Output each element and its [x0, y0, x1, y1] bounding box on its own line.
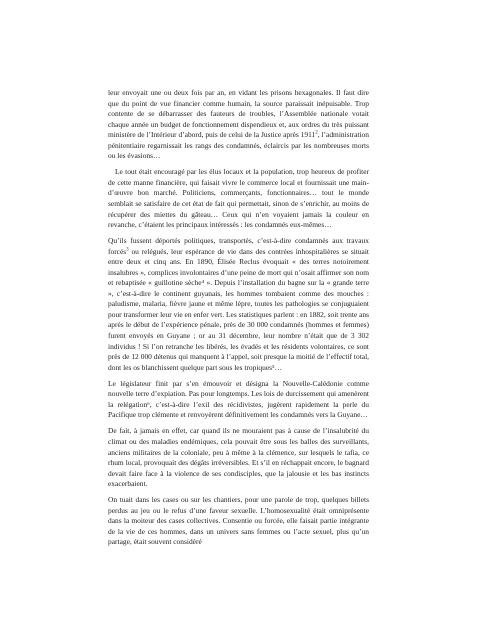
paragraph-text: Le législateur finit par s’en émouvoir et désigna la Nouvelle-Calédonie comme nouvelle terre d’expiation. Pas pour longtemps. Les lois de durcissement qui amenèrent la relégation⁶, c’est-à-dire l’exil des récidivistes, jugèrent rapidement la perle du Pacifique trop clémente et renvoyèrent définitivement les condamnés vers la Guyane…: [108, 378, 369, 420]
footnote-marker: 3: [126, 247, 129, 253]
footnote-marker: 2: [315, 130, 318, 136]
paragraph: [108, 495, 369, 548]
paragraph: [108, 426, 369, 489]
paragraph-text: ou relégués, leur espérance de vie dans des contrées inhospitalières se situait entre deux et cinq ans. En 1890, Élisée Reclus évoquait « des terres notoirement insalubres », complices involontaires d’une peine de mort qui n’osait affirmer son nom et rebaptisée « guillotine sèche⁴ ». Depuis l’installation du bagne sur la « grande terre », c’est-à-dire le continent guyanais, les hommes tombaient comme des mouches : paludisme, malaria, fièvre jaune et même lèpre, toutes les pathologies se conjuguaient pour transformer leur vie en enfer vert. Les statistiques parlent : en 1882, soit trente ans après le début de l’expérience pénale, près de 30 000 condamnés (hommes et femmes) furent envoyés en Guyane ; or au 31 décembre, leur nombre n’était que de 3 302 individus ! Si l’on retranche les libérés, les évadés et les résidents volontaires, ce sont près de 12 000 détenus qui manquent à l’appel, soit presque la moitié de l’effectif total, dont les os blanchissent quelque part sous les tropiques⁵…: [108, 246, 369, 372]
paragraph-text: On tuait dans les cases ou sur les chantiers, pour une parole de trop, quelques billets perdus au jeu ou le refus d’une faveur sexuelle. L’homosexualité était omniprésente dans la moiteur des cases collectives. Consentie ou forcée, elle faisait partie intégrante de la vie de ces hommes, dans un univers sans femmes ou l’acte sexuel, plus qu’un partage, était souvent considéré: [108, 495, 369, 547]
paragraph: [108, 379, 369, 421]
paragraph-text: , l’administration pénitentiaire regarnissait les rangs des condamnés, éclaircis par les nombreuses morts ou les évasions…: [108, 130, 369, 161]
paragraph-text: De fait, à jamais en effet, car quand ils ne mouraient pas à cause de l’insalubrité du climat ou des maladies endémiques, cela pouvait être sous les balles des surveillants, anciens militaires de la coloniale, peu à même à la clémence, sur lesquels le tafia, ce rhum local, provoquait des dégâts irréversibles. Et s’il en réchappait encore, le bagnard devait faire face à la violence de ses condisciples, que la jalousie et les bas instincts exacerbaient.: [108, 426, 369, 489]
paragraph-text: Le tout était encouragé par les élus locaux et la population, trop heureux de profiter de cette manne financière, qui faisait vivre le commerce local et fournissait une main-d’œuvre bon marché. Politiciens, commerçants, fonctionnaires… tout le monde semblait se satisfaire de cet état de fait qui permettait, sinon de s’enrichir, au moins de récupérer des miettes du gâteau… Ceux qui n’en voyaient jamais la couleur en revanche, c’étaient les principaux intéressés : les condamnés eux-mêmes…: [108, 167, 369, 230]
body-text: [108, 88, 369, 553]
paragraph: [108, 88, 369, 162]
paragraph: [108, 236, 369, 373]
paragraph: [108, 167, 369, 230]
paragraph-text: Qu’ils fussent déportés politiques, transportés, c’est-à-dire condamnés aux travaux forcés: [108, 236, 369, 256]
paragraph-text: leur envoyait une ou deux fois par an, en vidant les prisons hexagonales. Il faut dire que du point de vue financier comme humain, la source paraissait inépuisable. Trop contente de se débarrasser des fauteurs de troubles, l’Assemblée nationale votait chaque année un budget de fonctionnement dispendieux et, aux ordres du très puissant ministère de l’Intérieur d’abord, puis de celui de la Justice après 1911: [108, 88, 369, 140]
